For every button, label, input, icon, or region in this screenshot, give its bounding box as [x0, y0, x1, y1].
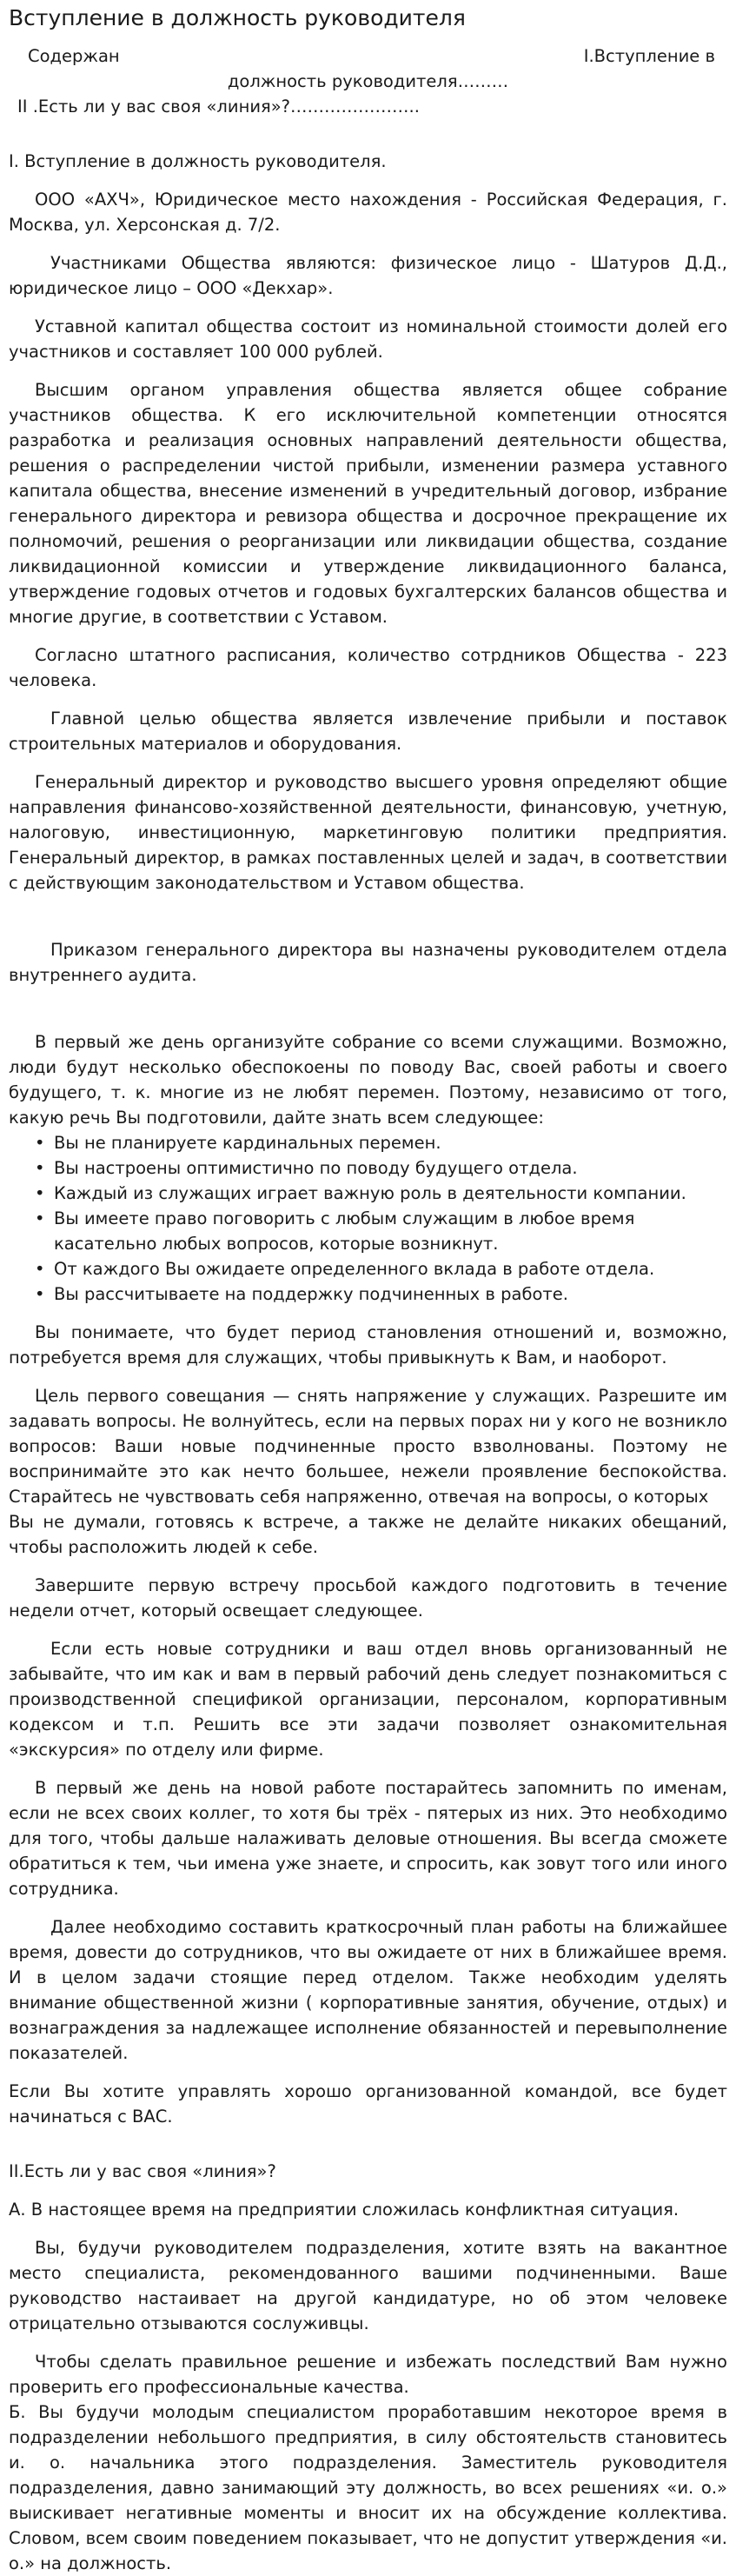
paragraph: Чтобы сделать правильное решение и избежать последствий Вам нужно проверить его профессиональные качества. — [9, 2352, 727, 2397]
toc-item-1-part2[interactable]: должность руководителя……… — [227, 71, 509, 91]
paragraph: Согласно штатного расписания, количество сотрдников Общества - 223 человека. — [9, 645, 727, 690]
paragraph: Приказом генерального директора вы назначены руководителем отдела внутреннего аудита. — [9, 940, 727, 985]
list-item: • Вы рассчитываете на поддержку подчиненных в работе. — [40, 1281, 727, 1307]
document-page — [0, 3, 736, 2573]
bullet-list — [9, 1130, 727, 1307]
paragraph: В первый же день организуйте собрание со всеми служащими. Возможно, люди будут несколько обеспокоены по поводу Вас, своей работы и своего будущего, т. к. многие из не любят перемен. Поэтому, независимо от того, какую речь Вы подготовили, дайте знать всем следующее: — [9, 1032, 727, 1128]
paragraph: В первый же день на новой работе постарайтесь запомнить по именам, если не всех своих коллег, то хотя бы трёх - пятерых из них. Это необходимо для того, чтобы дальше налаживать деловые отношения. Вы всегда сможете обратиться к тем, чьи имена уже знаете, и спросить, как зовут того или иного сотрудника. — [9, 1778, 727, 1899]
paragraph: Вы не думали, готовясь к встрече, а также не делайте никаких обещаний, чтобы расположить людей к себе. — [9, 1512, 727, 1557]
document-title: Вступление в должность руководителя — [9, 5, 466, 30]
paragraph: Вы, будучи руководителем подразделения, хотите взять на вакантное место специалиста, рекомендованного вашими подчиненными. Ваше руководство настаивает на другой кандидатуре, но об этом человеке отрицательно отзываются сослуживцы. — [9, 2238, 727, 2333]
paragraph: А. В настоящее время на предприятии сложилась конфликтная ситуация. — [9, 2200, 680, 2220]
paragraph: Завершите первую встречу просьбой каждого подготовить в течение недели отчет, который освещает следующее. — [9, 1575, 727, 1621]
toc-contents-label: Содержан — [28, 46, 120, 66]
paragraph: Б. Вы будучи молодым специалистом проработавшим некоторое время в подразделении небольшого предприятия, в силу обстоятельств становитесь и. о. начальника этого подразделения. Заместитель руководителя подразделения, давно занимающий эту должность, во всех решениях «и. о.» выискивает негативные моменты и вносит их на обсуждение коллектива. Словом, всем своим поведением показывает, что не допустит утверждения «и. о.» на должность. — [9, 2402, 727, 2573]
paragraph: Генеральный директор и руководство высшего уровня определяют общие направления финансово-хозяйственной деятельности, финансовую, учетную, налоговую, инвестиционную, маркетинговую политики предприятия. Генеральный директор, в рамках поставленных целей и задач, в соответствии с действующим законодательством и Уставом общества. — [9, 772, 727, 893]
toc-item-1-part1[interactable]: І.Вступление в — [583, 46, 715, 66]
paragraph: Цель первого совещания — снять напряжение у служащих. Разрешите им задавать вопросы. Не волнуйтесь, если на первых порах ни у кого не возникло вопросов: Ваши новые подчиненные просто взволнованы. Поэтому не воспринимайте это как нечто большее, нежели проявление беспокойства. Старайтесь не чувствовать себя напряженно, отвечая на вопросы, о которых — [9, 1386, 727, 1507]
paragraph: Главной целью общества является извлечение прибыли и поставок строительных материалов и оборудования. — [9, 709, 727, 754]
paragraph: Если Вы хотите управлять хорошо организованной командой, все будет начинаться с ВАС. — [9, 2081, 727, 2127]
section-1-heading: І. Вступление в должность руководителя. — [9, 151, 387, 171]
section-2-heading: ІІ.Есть ли у вас своя «линия»? — [9, 2161, 276, 2181]
list-item: • От каждого Вы ожидаете определенного вклада в работе отдела. — [40, 1256, 727, 1281]
paragraph: Далее необходимо составить краткосрочный план работы на ближайшее время, довести до сотрудников, что вы ожидаете от них в ближайшее время. И в целом задачи стоящие перед отделом. Также необходим уделять внимание общественной жизни ( корпоративные занятия, обучение, отдых) и вознаграждения за надлежащее исполнение обязанностей и перевыполнение показателей. — [9, 1917, 727, 2063]
paragraph: Участниками Общества являются: физическое лицо - Шатуров Д.Д., юридическое лицо – ООО «Декхар». — [9, 253, 727, 298]
list-item: • Вы имеете право поговорить с любым служащим в любое время касательно любых вопросов, которые возникнут. — [40, 1206, 727, 1256]
paragraph: Высшим органом управления общества является общее собрание участников общества. К его исключительной компетенции относятся разработка и реализация основных направлений деятельности общества, решения о распределении чистой прибыли, изменении размера уставного капитала общества, внесение изменений в учредительный договор, избрание генерального директора и ревизора общества и досрочное прекращение их полномочий, решения о реорганизации или ликвидации общества, создание ликвидационной комиссии и утверждение ликвидационного баланса, утверждение годовых отчетов и годовых бухгалтерских балансов общества и многие другие, в соответствии с Уставом. — [9, 380, 727, 627]
paragraph: ООО «АХЧ», Юридическое место нахождения - Российская Федерация, г. Москва, ул. Херсонская д. 7/2. — [9, 190, 727, 235]
toc-item-2[interactable]: ІІ .Есть ли у вас своя «линия»?………………….. — [17, 97, 420, 116]
list-item: • Вы не планируете кардинальных перемен. — [40, 1130, 727, 1155]
list-item: • Вы настроены оптимистично по поводу будущего отдела. — [40, 1155, 727, 1181]
paragraph: Уставной капитал общества состоит из номинальной стоимости долей его участников и составляет 100 000 рублей. — [9, 316, 727, 362]
paragraph: Вы понимаете, что будет период становления отношений и, возможно, потребуется время для служащих, чтобы привыкнуть к Вам, и наоборот. — [9, 1322, 727, 1368]
list-item: • Каждый из служащих играет важную роль в деятельности компании. — [40, 1181, 727, 1206]
paragraph: Если есть новые сотрудники и ваш отдел вновь организованный не забывайте, что им как и вам в первый рабочий день следует познакомиться с производственной спецификой организации, персоналом, корпоративным кодексом и т.п. Решить все эти задачи позволяет ознакомительная «экскурсия» по отделу или фирме. — [9, 1639, 727, 1760]
toc-row — [9, 43, 727, 69]
